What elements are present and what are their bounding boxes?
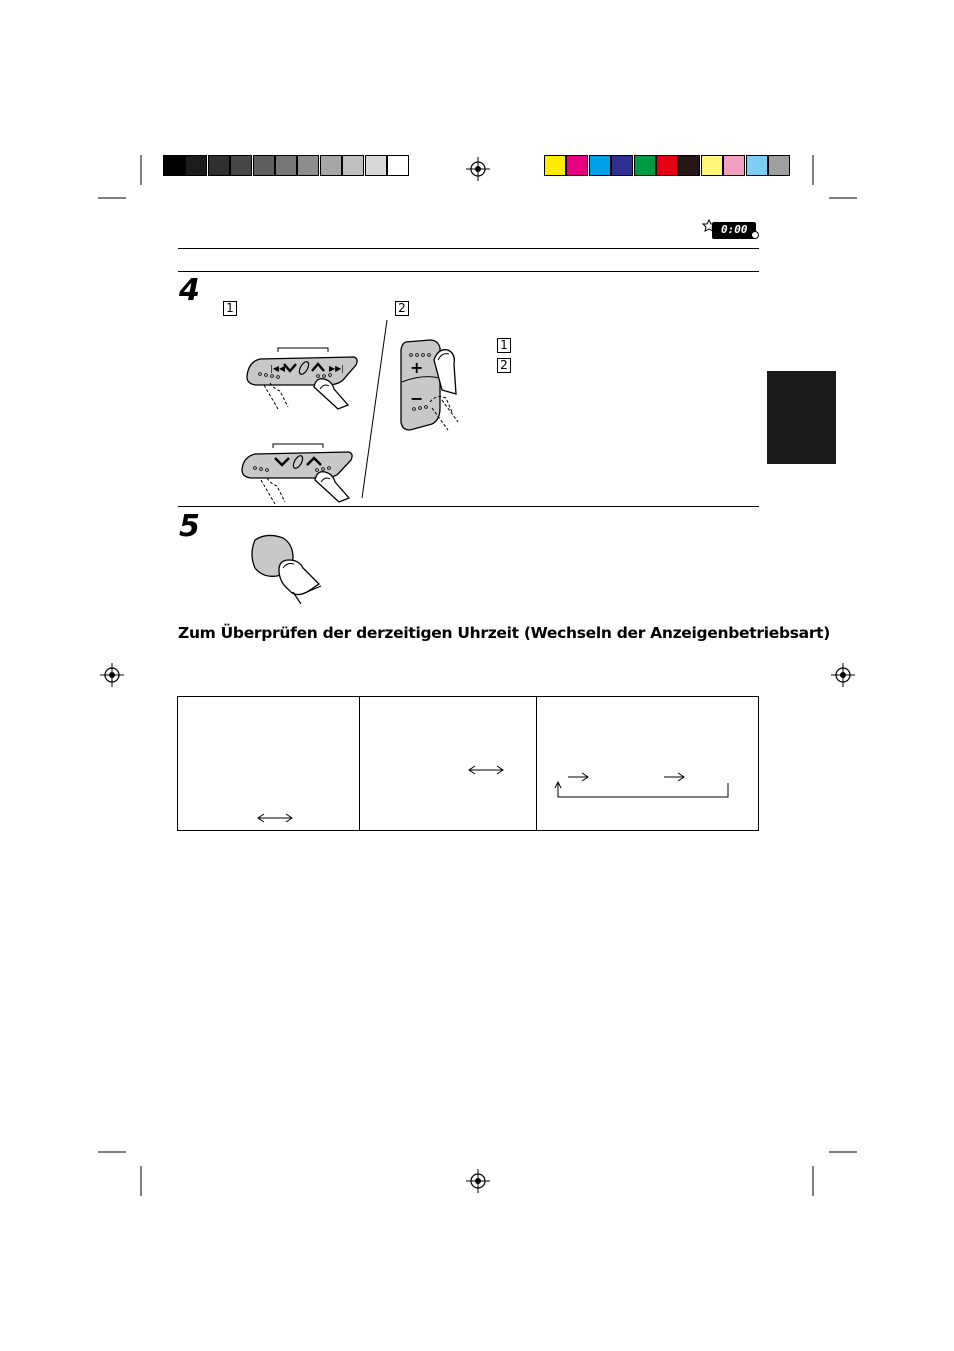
svg-text:+: + bbox=[410, 358, 424, 377]
header-rule bbox=[178, 248, 759, 249]
registration-mark-right bbox=[831, 663, 855, 687]
step-4-sub-a: 1 bbox=[223, 301, 237, 316]
volume-control-illustration bbox=[398, 338, 478, 438]
illustration-divider bbox=[360, 320, 400, 510]
registration-mark-left bbox=[100, 663, 124, 687]
step-4-note-1: 1 bbox=[497, 338, 511, 353]
step-5-number: 5 bbox=[179, 509, 200, 544]
double-arrow-icon bbox=[256, 813, 296, 823]
registration-mark-top bbox=[466, 157, 490, 181]
svg-text:▶▶|: ▶▶| bbox=[329, 364, 344, 373]
seek-buttons-illustration-2 bbox=[241, 440, 361, 520]
svg-text:|◀◀: |◀◀ bbox=[270, 364, 285, 373]
step-4-note-2: 2 bbox=[497, 358, 511, 373]
svg-text:−: − bbox=[410, 389, 424, 408]
section-title: Zum Überprüfen der derzeitigen Uhrzeit (Wechseln der Anzeigenbetriebsart) bbox=[178, 624, 831, 642]
double-arrow-icon bbox=[467, 765, 507, 775]
table-divider-2 bbox=[536, 697, 537, 830]
press-button-illustration bbox=[249, 530, 339, 610]
table-divider-1 bbox=[359, 697, 360, 830]
step4-rule bbox=[178, 271, 759, 272]
language-tab bbox=[767, 371, 836, 464]
seek-buttons-illustration bbox=[246, 343, 366, 423]
clock-icon-text: 0:00 bbox=[721, 223, 748, 236]
clock-setting-icon bbox=[703, 219, 759, 241]
step-4-number: 4 bbox=[179, 273, 200, 308]
cycle-arrow-icon bbox=[554, 771, 734, 801]
registration-mark-bottom bbox=[466, 1169, 490, 1193]
step-4-sub-b: 2 bbox=[395, 301, 409, 316]
display-mode-table bbox=[177, 696, 759, 831]
